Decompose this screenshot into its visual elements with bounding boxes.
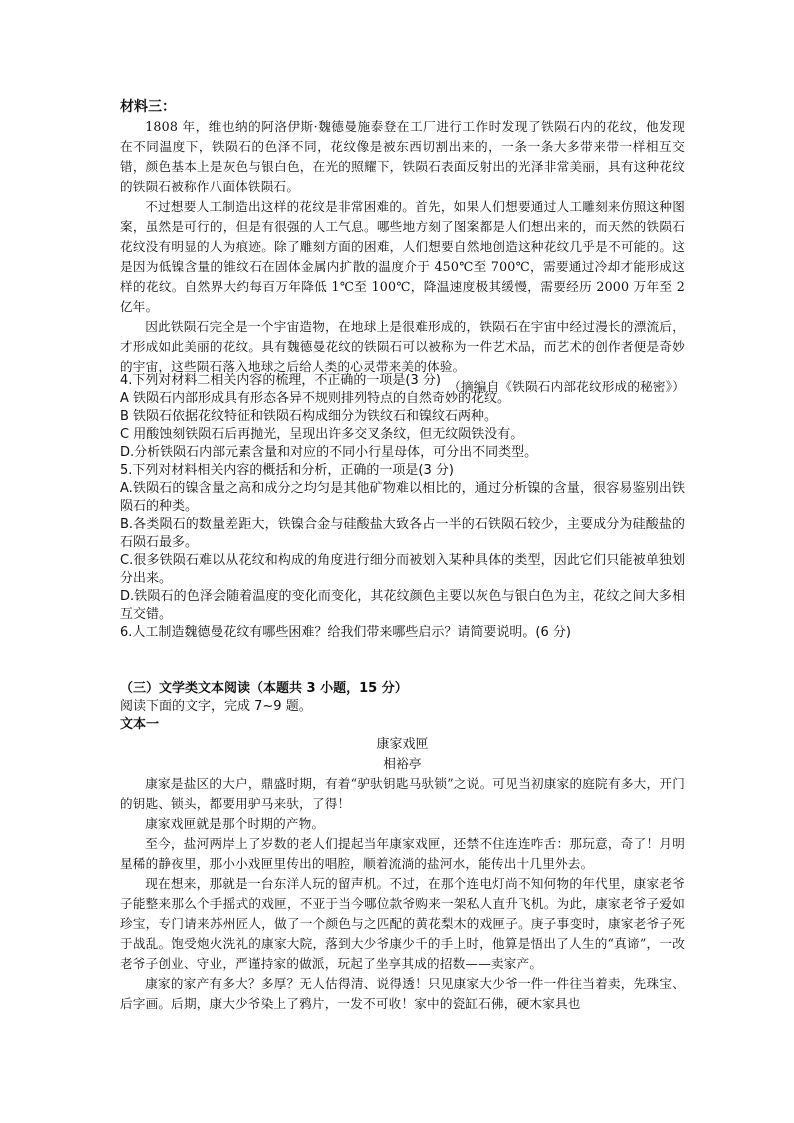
q4-option-c: C 用酸蚀刻铁陨石后再抛光，呈现出许多交叉条纹，但无纹陨铁没有。: [120, 427, 524, 442]
q5-option-a: A.铁陨石的镍含量之高和成分之均匀是其他矿物难以相比的，通过分析镍的含量，很容易鉴别出铁陨石的种类。: [120, 481, 685, 514]
q5-option-c: C.很多铁陨石难以从花纹和构成的角度进行细分而被划入某种具体的类型，因此它们只能被单独划分出来。: [120, 553, 685, 586]
material3-source: （摘编自《铁陨石内部花纹形成的秘密》）: [448, 379, 685, 394]
text-one-label: 文本一: [120, 717, 160, 732]
story-para1: 康家是盐区的大户，鼎盛时期，有着“驴驮钥匙马驮锁”之说。可见当初康家的庭院有多大，开门的钥匙、锁头，都要用驴马来驮，了得！: [120, 776, 685, 811]
material3-para1: 1808 年，维也纳的阿洛伊斯·魏德曼施泰登在工厂进行工作时发现了铁陨石内的花纹，他发现在不同温度下，铁陨石的色泽不同，花纹像是被东西切割出来的，一条一条大多带来带一样相互交错，颜色基本上是灰色与银白色，在光的照耀下，铁陨石表面反射出的光泽非常美丽，具有这种花纹的铁陨石被称作八面体铁陨石。: [120, 119, 685, 194]
q4-option-a: A 铁陨石内部形成具有形态各异不规则排列特点的自然奇妙的花纹。: [120, 391, 511, 406]
story-block: [120, 736, 685, 1014]
q6-question: 6.人工制造魏德曼花纹有哪些困难？给我们带来哪些启示？请简要说明。(6 分): [120, 625, 571, 640]
material3-heading: 材料三：: [120, 99, 176, 115]
material3-para3: 因此铁陨石完全是一个宇宙造物，在地球上是很难形成的，铁陨石在宇宙中经过漫长的漂流后，才形成如此美丽的花纹。具有魏德曼花纹的铁陨石可以被称为一件艺术品，而艺术的创作者便是奇妙的宇宙，这些陨石落入地球之后给人类的心灵带来美的体验。: [120, 319, 685, 374]
q5-option-d: D.铁陨石的色泽会随着温度的变化而变化，其花纹颜色主要以灰色与银白色为主，花纹之间大多相互交错。: [120, 589, 685, 622]
section3-heading: （三）文学类文本阅读（本题共 3 小题，15 分）: [120, 681, 408, 696]
questions-block: [120, 372, 685, 642]
story-title: 康家戏匣: [376, 737, 429, 752]
q4-stem: 4.下列对材料二相关内容的梳理，不正确的一项是(3 分): [120, 373, 441, 388]
q5-option-b: B.各类陨石的数量差距大，铁镍合金与硅酸盐大致各占一半的石铁陨石较少，主要成分为硅酸盐的石陨石最多。: [120, 517, 685, 550]
story-author: 相裕亭: [383, 756, 422, 771]
story-para5: 康家的家产有多大？多厚？无人估得清、说得透！只见康家大少爷一件一件往当着卖，先珠宝、后字画。后期，康大少爷染上了鸦片，一发不可收！家中的瓷缸石佛，硬木家具也: [120, 976, 685, 1011]
section3-instruction: 阅读下面的文字，完成 7~9 题。: [120, 699, 312, 714]
story-para3: 至今，盐河两岸上了岁数的老人们提起当年康家戏匣，还禁不住连连咋舌：那玩意，奇了！月明星稀的静夜里，那小小戏匣里传出的唱腔，顺着流淌的盐河水，能传出十几里外去。: [120, 836, 685, 871]
q4-option-d: D.分析铁陨石内部元素含量和对应的不同小行星母体，可分出不同类型。: [120, 445, 538, 460]
q5-stem: 5.下列对材料相关内容的概括和分析，正确的一项是(3 分): [120, 463, 454, 478]
material3-para2: 不过想要人工制造出这样的花纹是非常困难的。首先，如果人们想要通过人工雕刻来仿照这种图案，虽然是可行的，但是有很强的人工气息。哪些地方刻了图案都是人们想出来的，而天然的铁陨石花纹没有明显的人为痕迹。除了雕刻方面的困难，人们想要自然地创造这种花纹几乎是不可能的。这是因为低镍含量的锥纹石在固体金属内扩散的温度介于 450℃至 700℃，需要通过冷却才能形成这样的花纹。自然界大约每百万年降低 1℃至 100℃，降温速度极其缓慢，需要经历 2000 万年至 2 亿年。: [120, 199, 685, 314]
story-para2: 康家戏匣就是那个时期的产物。: [145, 816, 325, 831]
q4-option-b: B 铁陨石依据花纹特征和铁陨石构成细分为铁纹石和镍纹石两种。: [120, 409, 498, 424]
story-para4: 现在想来，那就是一台东洋人玩的留声机。不过，在那个连电灯尚不知何物的年代里，康家老爷子能整来那么个手摇式的戏匣，不亚于当今哪位款爷购来一架私人直升飞机。为此，康家老爷子爱如珍宝，专门请来苏州匠人，做了一个颜色与之匹配的黄花梨木的戏匣子。庚子事变时，康家老爷子死于战乱。饱受炮火洗礼的康家大院，落到大少爷康少千的手上时，他算是悟出了人生的“真谛”，一改老爷子创业、守业，严谨持家的做派，玩起了坐享其成的招数——卖家产。: [120, 876, 685, 971]
section3-block: [120, 680, 685, 734]
material3-block: [120, 98, 685, 397]
